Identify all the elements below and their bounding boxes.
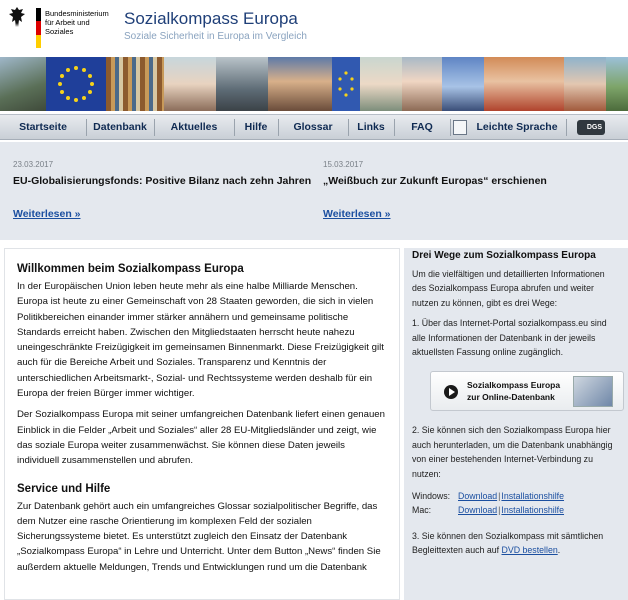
sidebar-three-ways: [404, 248, 628, 600]
play-arrow-icon: [444, 385, 458, 399]
mac-install-help-link[interactable]: Installationshilfe: [501, 505, 565, 516]
welcome-heading: Willkommen beim Sozialkompass Europa: [17, 263, 244, 275]
news-date: 23.03.2017: [13, 160, 54, 169]
nav-aktuelles[interactable]: Aktuelles: [170, 121, 218, 133]
sidebar-intro: Um die vielfältigen und detaillierten Informationen des Sozialkompass Europa abrufen und weiter nutzen zu können, gibt es drei Wege:: [412, 269, 605, 308]
site-header: [0, 0, 628, 56]
news-headline[interactable]: „Weißbuch zur Zukunft Europas“ erschienen: [323, 175, 547, 187]
photo-grandfather: [564, 57, 606, 111]
nav-hilfe[interactable]: Hilfe: [244, 121, 268, 133]
eu-stars-small-icon: [332, 57, 360, 111]
german-flag-bar: [36, 8, 41, 48]
nav-startseite[interactable]: Startseite: [19, 121, 67, 133]
sidebar-heading: Drei Wege zum Sozialkompass Europa: [412, 250, 596, 261]
mac-download-link[interactable]: Download: [458, 505, 498, 516]
os-label: Mac:: [412, 505, 432, 516]
sign-language-icon[interactable]: DGS: [577, 120, 605, 135]
windows-install-help-link[interactable]: Installationshilfe: [501, 491, 565, 502]
news-read-more-2[interactable]: Weiterlesen »: [323, 208, 391, 220]
photo-young-woman: [402, 57, 442, 111]
site-subtitle: Soziale Sicherheit in Europa im Vergleich: [124, 31, 307, 42]
news-item-1: [13, 160, 313, 187]
photo-protest: [442, 57, 484, 111]
download-list: [412, 489, 620, 517]
main-content: [4, 248, 400, 600]
ministry-name: [45, 9, 110, 36]
news-headline[interactable]: EU-Globalisierungsfonds: Positive Bilanz nach zehn Jahren: [13, 175, 312, 187]
windows-download-link[interactable]: Download: [458, 491, 498, 502]
news-read-more-1[interactable]: Weiterlesen »: [13, 208, 81, 220]
sidebar-way-2: 2. Sie können sich den Sozialkompass Europa hier auch herunterladen, um die Datenbank unabhängig von einer bestehenden Internet-Verbindung zu nutzen:: [412, 425, 613, 479]
photo-couple: [0, 57, 46, 111]
nav-glossar[interactable]: Glossar: [293, 121, 333, 133]
online-database-button-text: [467, 379, 560, 403]
photo-field: [606, 57, 628, 111]
easy-language-icon[interactable]: [453, 120, 467, 135]
link-separator: |: [498, 491, 501, 502]
photo-woman: [164, 57, 216, 111]
sidebar-way-1: 1. Über das Internet-Portal sozialkompass.eu sind alle Informationen der Datenbank in der jeweils aktuellsten Fassung online zugänglich.: [412, 318, 607, 358]
nav-leichte-sprache[interactable]: Leichte Sprache: [476, 121, 558, 133]
nav-divider: [450, 119, 451, 136]
ministry-line-2: für Arbeit und Soziales: [45, 18, 90, 36]
link-separator: |: [498, 505, 501, 516]
welcome-paragraph-2: Der Sozialkompass Europa mit seiner umfangreichen Datenbank liefert einen genauen Einblick in die Felder „Arbeit und Soziales“ aller 28 EU-Mitgliedsländer und zeigt, wie das soziale Europa weiter zusammenwächst. Sie können diese Daten jeweils individuell zusammenstellen und abrufen.: [17, 409, 385, 467]
photo-worker: [216, 57, 268, 111]
ministry-logo[interactable]: [6, 6, 110, 50]
photo-family: [484, 57, 564, 111]
photo-library: [106, 57, 164, 111]
eu-stars-icon: [46, 57, 106, 111]
dvd-order-link[interactable]: DVD bestellen: [501, 545, 558, 556]
software-box-icon: [573, 376, 613, 407]
download-row-windows: [412, 489, 620, 503]
os-label: Windows:: [412, 491, 451, 502]
service-heading: Service und Hilfe: [17, 482, 111, 495]
service-paragraph-1: Zur Datenbank gehört auch ein umfangreiches Glossar sozialpolitischer Begriffe, das dem Nutzer eine rasche Orientierung im komplexen Feld der sozialen Sicherungssysteme bietet. Es unterstützt zugleich den Einsatz der Datenbank „Sozialkompass Europa“ in Lehre und Unterricht. Unter dem Button „News“ finden Sie außerdem aktuelle Meldungen, Trends und Entwicklungen rund um die Datenbank: [17, 500, 381, 573]
welcome-paragraph-1: In der Europäischen Union leben heute mehr als eine halbe Milliarde Menschen. Europa ist heute zu einer Gemeinschaft von 28 Staaten geworden, die sich in vielen Politikbereichen einander immer stärker annähern und gemeinsame politische Standards erreicht haben. Zwischen den Mitgliedstaaten herrscht heute nahezu uneingeschränkte Freizügigkeit im gemeinsamen Binnenmarkt. Diese Freizügigkeit gilt auch für die Bereiche Arbeit und Soziales. Transparenz und Kenntnis der unterschiedlichen Arbeitsmarkt-, Sozial- und Rechtssysteme werden deshalb für ein Europa der freien Bürger immer wichtiger.: [17, 281, 384, 400]
federal-eagle-icon: [8, 6, 26, 28]
photo-eu-flag: [46, 57, 106, 111]
news-item-2: [323, 160, 623, 187]
sidebar-way-3: [412, 529, 620, 558]
nav-faq[interactable]: FAQ: [411, 121, 433, 133]
main-navigation: [0, 114, 628, 140]
online-database-button[interactable]: [430, 371, 624, 411]
button-line-2: zur Online-Datenbank: [467, 392, 555, 403]
download-row-mac: [412, 503, 620, 517]
photo-children: [268, 57, 332, 111]
site-title[interactable]: Sozialkompass Europa: [124, 9, 298, 28]
button-line-1: Sozialkompass Europa: [467, 380, 561, 391]
way-3-text: 3. Sie können den Sozialkompass mit sämtlichen Begleittexten auch auf: [412, 531, 604, 556]
news-band: [0, 142, 628, 240]
photo-elderly: [360, 57, 402, 111]
way-3-end: .: [557, 545, 561, 556]
photo-eu-balloons: [332, 57, 360, 111]
nav-links[interactable]: Links: [357, 121, 385, 133]
news-date: 15.03.2017: [323, 160, 364, 169]
nav-datenbank[interactable]: Datenbank: [93, 121, 147, 133]
nav-divider: [566, 119, 567, 136]
ministry-line-1: Bundesministerium: [45, 9, 109, 18]
photo-banner: [0, 57, 628, 111]
